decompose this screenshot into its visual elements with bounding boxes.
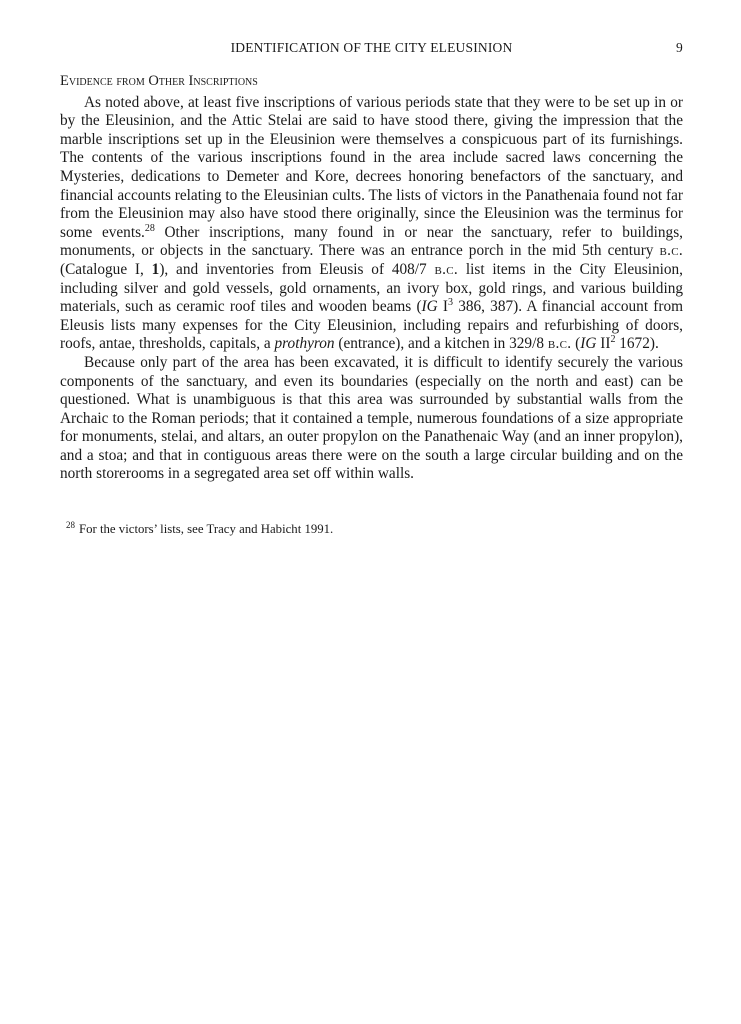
text-run: 1672). xyxy=(615,335,659,353)
footnote-text: For the victors’ lists, see Tracy and Habicht 1991. xyxy=(79,522,334,536)
running-title: IDENTIFICATION OF THE CITY ELEUSINION xyxy=(230,40,513,55)
corpus-edition: 3 xyxy=(448,297,453,309)
text-run: Other inscriptions, many found in or near the sanctuary, refer to buildings, monuments, or objects in the sanctuary. There was an entrance porch in the mid 5th century xyxy=(60,223,683,260)
era-abbreviation: b.c. xyxy=(434,260,459,278)
footnote xyxy=(66,522,683,537)
footnote-number: 28 xyxy=(66,520,75,530)
text-run: ( xyxy=(571,335,581,353)
era-abbreviation: b.c. xyxy=(547,335,572,353)
footnote-reference[interactable]: 28 xyxy=(144,222,155,234)
era-abbreviation: b.c. xyxy=(659,242,683,260)
running-head xyxy=(60,40,683,56)
page-number: 9 xyxy=(676,40,683,55)
corpus-edition: 2 xyxy=(610,334,616,346)
text-run: As noted above, at least five inscriptions of various periods state that they were to be set up in or by the Eleusinion, and the Attic Stelai are said to have stood there, giving the impression that the marble inscriptions set up in the Eleusinion were themselves a conspicuous part of its furnishings. The contents of the various inscriptions found in the area include sacred laws concerning the Mysteries, dedications to Demeter and Kore, decrees honoring benefactors of the sanctuary, and financial accounts relating to the Eleusinian cults. The lists of victors in the Panathenaia found not far from the Eleusinion may also have stood there originally, since the Eleusinion was the terminus for some events. xyxy=(60,93,683,241)
text-run: 386, 387). A financial account from Eleusis lists many expenses for the City Eleusinion, including repairs and refurbishing of doors, roofs, antae, thresholds, capitals, a xyxy=(60,298,684,353)
corpus-volume: I xyxy=(437,298,448,316)
paragraph-1 xyxy=(60,94,683,354)
body-text xyxy=(60,72,683,484)
greek-term: prothyron xyxy=(274,335,335,353)
corpus-abbreviation: IG xyxy=(421,298,438,316)
section-heading: Evidence from Other Inscriptions xyxy=(60,73,258,89)
corpus-volume: II xyxy=(596,335,611,353)
text-run: (Catalogue I, xyxy=(60,260,152,278)
text-run: (entrance), and a kitchen in 329/8 xyxy=(334,335,548,353)
corpus-abbreviation: IG xyxy=(580,335,597,353)
text-run: ), and inventories from Eleusis of 408/7 xyxy=(159,260,435,278)
catalogue-number: 1 xyxy=(151,260,160,278)
text-run: list items in the City Eleusinion, including silver and gold vessels, gold ornaments, an ivory box, gold rings, and various building materials, such as ceramic roof tiles and wooden beams ( xyxy=(60,260,683,316)
paragraph-2: Because only part of the area has been excavated, it is difficult to identify securely the various components of the sanctuary, and even its boundaries (especially on the north and east) can be questioned. What is unambiguous is that this area was surrounded by substantial walls from the Archaic to the Roman periods; that it contained a temple, numerous foundations of a size appropriate for monuments, stelai, and altars, an outer propylon on the Panathenaic Way (and an inner propylon), and a stoa; and that in contiguous areas there were on the south a large circular building and on the north storerooms in a segregated area set off within walls. xyxy=(60,353,683,483)
